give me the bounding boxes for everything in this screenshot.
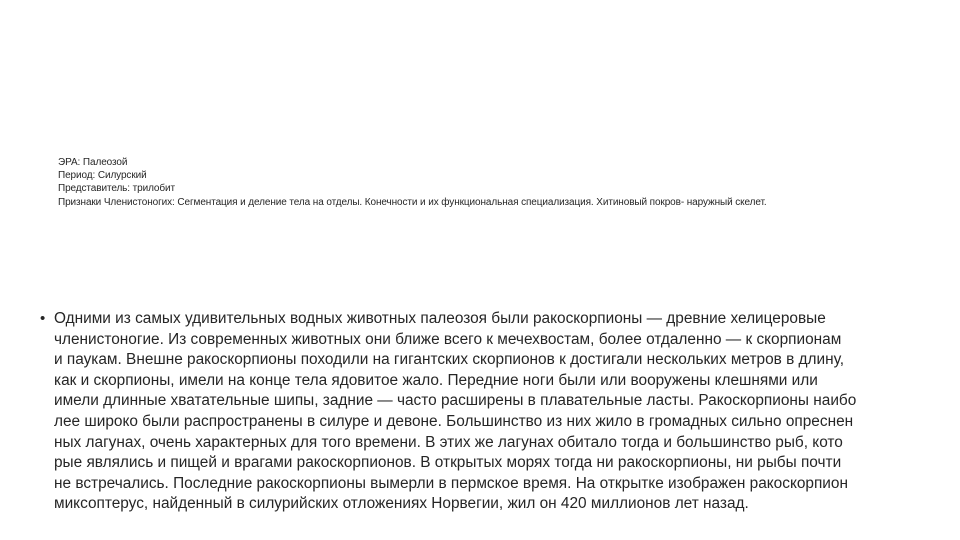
representative-line: Представитель: трилобит bbox=[58, 183, 175, 195]
era-line: ЭРА: Палеозой bbox=[58, 157, 128, 168]
body-line: не встречались. Последние ракоскорпионы вымерли в пермское время. На открытке изображен ракоскорпион bbox=[54, 474, 848, 492]
bullet-text bbox=[54, 309, 945, 515]
bullet-item bbox=[40, 309, 945, 515]
body-line: членистоногие. Из современных животных они ближе всего к мечехвостам, более отдаленно — к скорпионам bbox=[54, 330, 842, 348]
body-line: как и скорпионы, имели на конце тела ядовитое жало. Передние ноги были или вооружены клешнями или bbox=[54, 371, 818, 389]
period-line: Период: Силурский bbox=[58, 170, 147, 182]
bullet-icon: • bbox=[40, 310, 46, 327]
body-line: рые являлись и пищей и врагами ракоскорпионов. В открытых морях тогда ни ракоскорпионы, ни рыбы почти bbox=[54, 454, 842, 472]
slide-body bbox=[40, 309, 945, 515]
body-line: ных лагунах, очень характерных для того времени. В этих же лагунах обитало тогда и большинство рыб, кото bbox=[54, 433, 843, 451]
slide-title-block bbox=[58, 156, 938, 209]
body-line: и паукам. Внешне ракоскорпионы походили на гигантских скорпионов к достигали нескольких метров в длину, bbox=[54, 351, 845, 369]
body-line: Одними из самых удивительных водных животных палеозоя были ракоскорпионы — древние хелицеровые bbox=[54, 310, 826, 327]
body-line: миксоптерус, найденный в силурийских отложениях Норвегии, жил он 420 миллионов лет назад. bbox=[54, 495, 749, 513]
features-line: Признаки Членистоногих: Сегментация и деление тела на отделы. Конечности и их функциональная специализация. Хитиновый покров- наружный скелет. bbox=[58, 196, 767, 208]
body-line: лее широко были распространены в силуре и девоне. Большинство из них жило в громадных сильно опреснен bbox=[54, 412, 854, 430]
body-line: имели длинные хватательные шипы, задние — часто расширены в плавательные ласты. Ракоскорпионы наибо bbox=[54, 392, 857, 410]
